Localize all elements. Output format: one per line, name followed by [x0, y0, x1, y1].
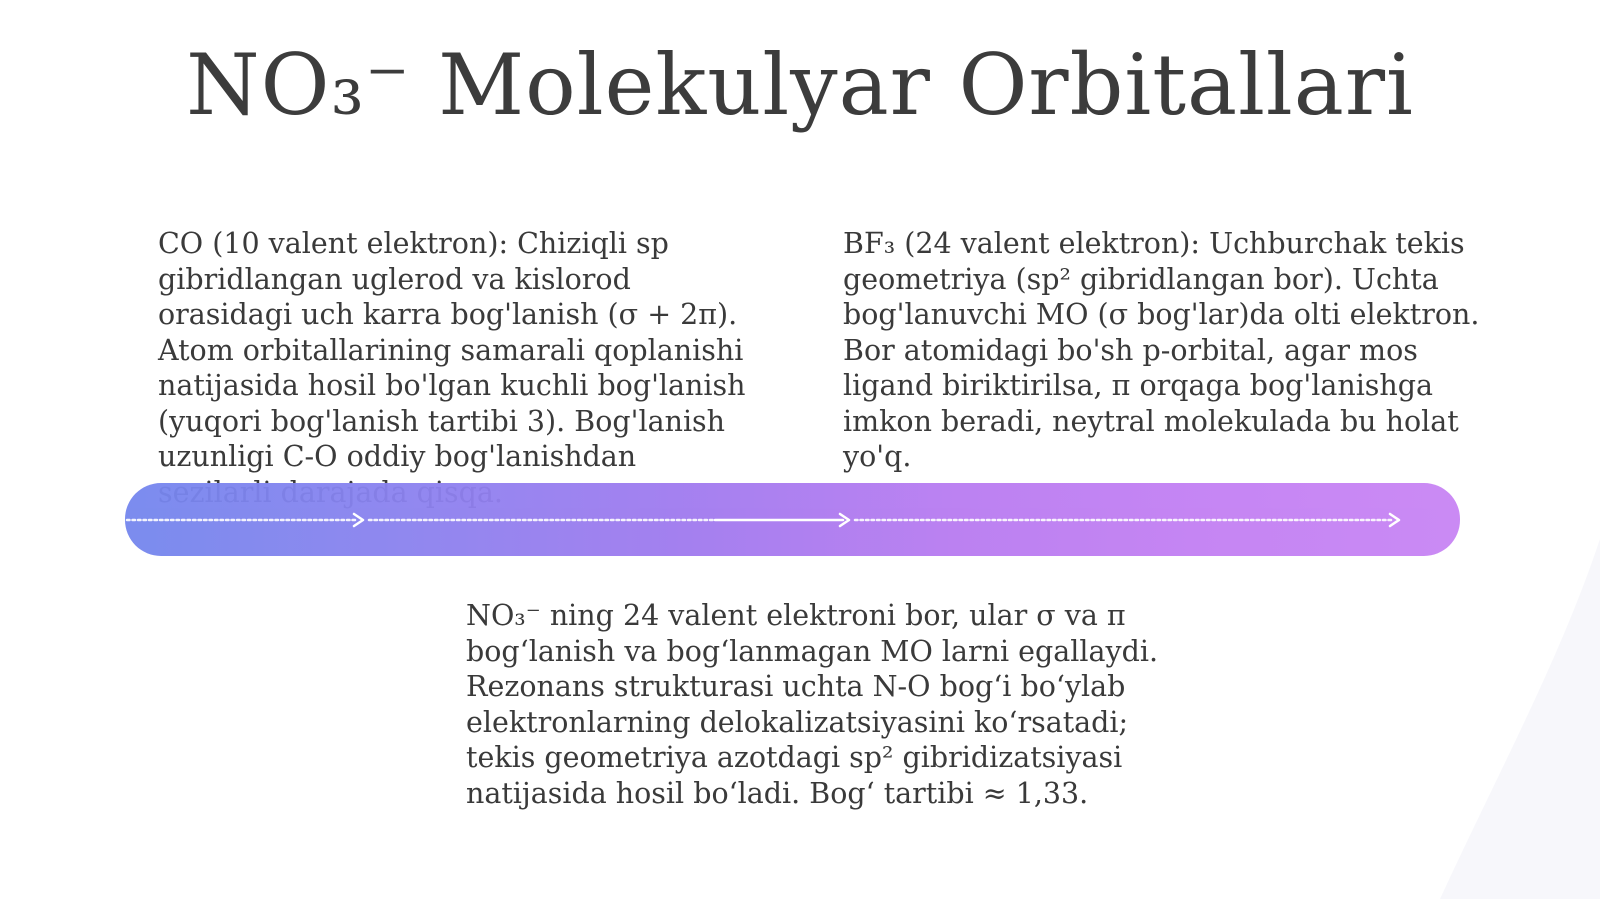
bf3-description: BF₃ (24 valent elektron): Uchburchak tekis geometriya (sp² gibridlangan bor). Uchta bog'lanuvchi MO (σ bog'lar)da olti elektron. Bor atomidagi bo'sh p-orbital, agar mos ligand biriktirilsa, π orqaga bog'lanishga imkon beradi, neytral molekulada bu holat yo'q.	[843, 227, 1480, 473]
corner-decoration	[1440, 539, 1600, 899]
no3-description: NO₃⁻ ning 24 valent elektroni bor, ular σ va π bog‘lanish va bog‘lanmagan MO larni egallaydi. Rezonans strukturasi uchta N-O bog‘i bo‘ylab elektronlarning delokalizatsiyasini ko‘rsatadi; tekis geometriya azotdagi sp² gibridizatsiyasi natijasida hosil bo‘ladi. Bog‘ tartibi ≈ 1,33.	[466, 599, 1159, 810]
timeline-bar	[125, 483, 1460, 556]
co-description: CO (10 valent elektron): Chiziqli sp gibridlangan uglerod va kislorod orasidagi uch karra bog'lanish (σ + 2π). Atom orbitallarining samarali qoplanishi natijasida hosil bo'lgan kuchli bog'lanish (yuqori bog'lanish tartibi 3). Bog'lanish uzunligi C-O oddiy bog'lanishdan	[158, 227, 746, 473]
timeline-track	[125, 483, 1460, 556]
slide-title: NO₃⁻ Molekulyar Orbitallari	[186, 36, 1414, 134]
